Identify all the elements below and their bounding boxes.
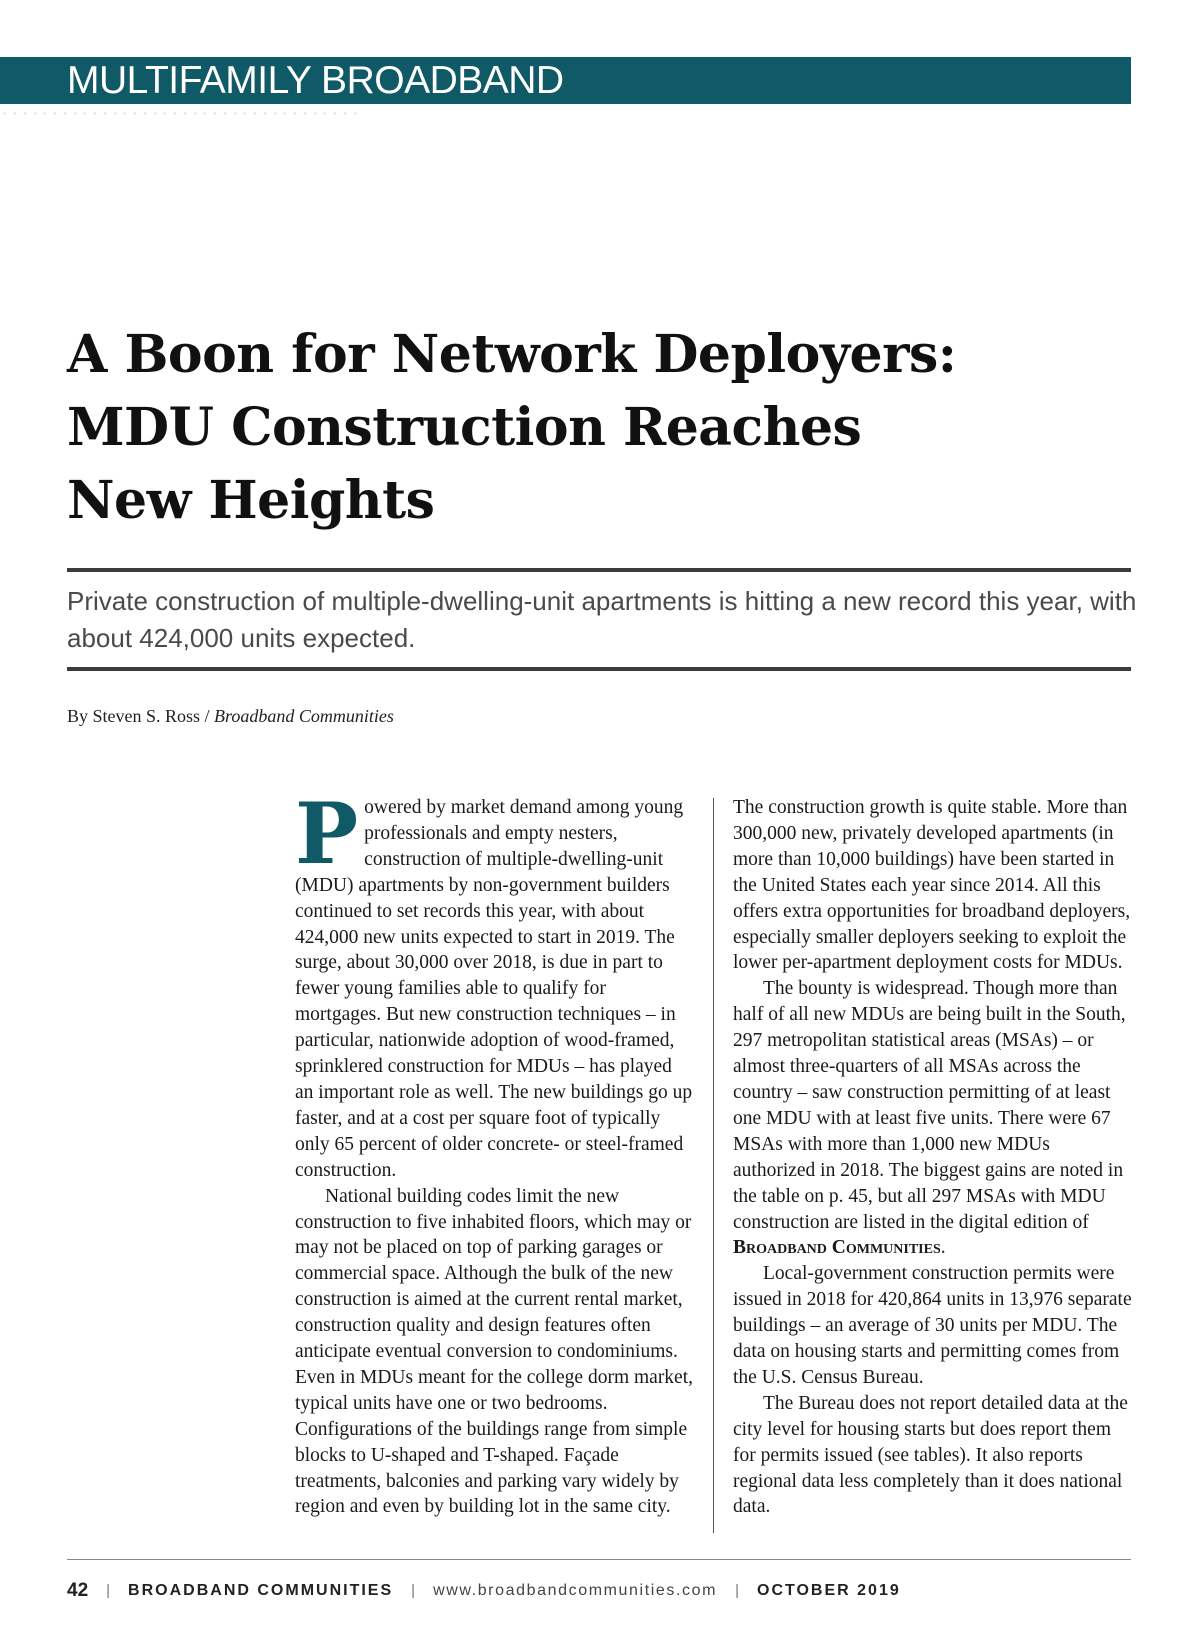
footer-rule [67, 1559, 1131, 1560]
body-paragraph: The construction growth is quite stable. More than 300,000 new, privately developed apartments (in more than 10,000 buildings) have been started in the United States each year since 2014. All this offers extra opportunities for broadband deployers, especially smaller deployers seeking to exploit the lower per-apartment deployment costs for MDUs. [733, 797, 1131, 974]
footer-separator: | [411, 1582, 416, 1599]
magazine-name: BROADBAND COMMUNITIES [128, 1582, 394, 1599]
drop-cap: P [295, 784, 359, 883]
byline-author: By Steven S. Ross / [67, 706, 215, 726]
body-paragraph: National building codes limit the new construction to five inhabited floors, which may or may not be placed on top of parking garages or commercial space. Although the bulk of the new construction is aimed at the current rental market, construction quality and design features often anticipate eventual conversion to condominiums. Even in MDUs meant for the college dorm market, typical units have one or two bedrooms. Configurations of the buildings range from simple blocks to U-shaped and T-shaped. Façade treatments, balconies and parking vary widely by region and even by building lot in the same city. [295, 1185, 694, 1518]
body-column-right [733, 795, 1133, 1520]
column-divider [713, 798, 714, 1533]
paragraph-text: owered by market demand among young professionals and empty nesters, construction of multiple-dwelling-unit (MDU) apartments by non-government builders continued to set records this year, with about 424,000 new units expected to start in 2019. The surge, about 30,000 over 2018, is due in part to fewer young families able to qualify for mortgages. But new construction techniques – in particular, nationwide adoption of wood-framed, sprinklered construction for MDUs – has played an important role as well. The new buildings go up faster, and at a cost per square foot of typically only 65 percent of older concrete- or steel-framed construction. [295, 797, 693, 1181]
headline-line-2: MDU Construction Reaches [67, 397, 862, 458]
paragraph-text: The bounty is widespread. Though more than half of all new MDUs are being built in the South, 297 metropolitan statistical areas (MSAs) – or almost three-quarters of all MSAs across the country – saw construction permitting of at least one MDU with at least five units. There were 67 MSAs with more than 1,000 new MDUs authorized in 2018. The biggest gains are noted in the table on p. 45, but all 297 MSAs with MDU construction are listed in the digital edition of [733, 978, 1126, 1233]
website-url: www.broadbandcommunities.com [433, 1582, 718, 1599]
page-footer [67, 1577, 901, 1605]
section-label: MULTIFAMILY BROADBAND [67, 59, 564, 102]
body-paragraph: The Bureau does not report detailed data at the city level for housing starts but does report them for permits issued (see tables). It also reports regional data less completely than it does national data. [733, 1392, 1128, 1518]
headline-line-1: A Boon for Network Deployers: [67, 324, 957, 385]
body-column-left [295, 784, 695, 1520]
byline [67, 706, 394, 727]
body-paragraph [733, 976, 1133, 1261]
brand-name: Broadband Communities [733, 1237, 941, 1259]
issue-date: OCTOBER 2019 [757, 1582, 901, 1599]
headline-line-3: New Heights [67, 470, 435, 531]
body-paragraph [295, 784, 695, 1184]
footer-separator: | [735, 1582, 739, 1599]
deck-rule-top [67, 568, 1131, 572]
deck: Private construction of multiple-dwelling-unit apartments is hitting a new record this year, with about 424,000 units expected. [67, 586, 1137, 653]
banner-dots-decoration [0, 112, 360, 115]
deck-rule-bottom [67, 667, 1131, 671]
footer-separator: | [106, 1582, 111, 1599]
headline [67, 318, 1127, 537]
page-number: 42 [67, 1580, 89, 1601]
paragraph-text: . [940, 1237, 946, 1259]
byline-publication: Broadband Communities [214, 706, 394, 726]
body-paragraph: Local-government construction permits were issued in 2018 for 420,864 units in 13,976 separate buildings – an average of 30 units per MDU. The data on housing starts and permitting comes from the U.S. Census Bureau. [733, 1263, 1132, 1388]
